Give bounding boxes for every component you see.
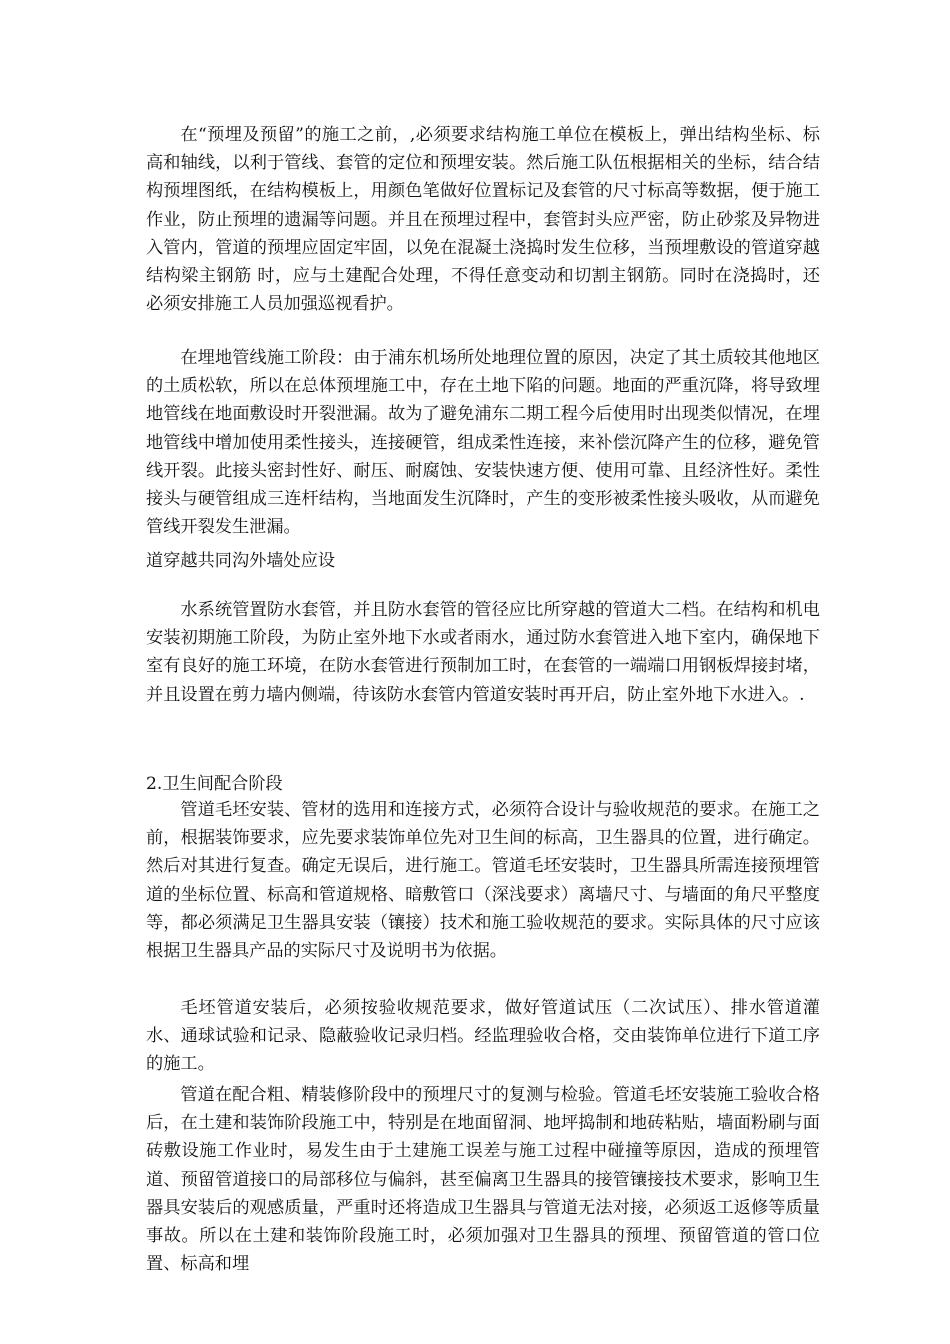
paragraph-remeasurement: 管道在配合粗、精装修阶段中的预埋尺寸的复测与检验。管道毛坯安装施工验收合格后，在土建和装饰阶段施工中，特别是在地面留洞、地坪捣制和地砖粘贴，墙面粉刷与面砖敷设施工作业时，易发生由于土建施工误差与施工过程中碰撞等原因，造成的预埋管道、预留管道接口的局部移位与偏斜，甚至偏离卫生器具的接管镶接技术要求，影响卫生器具安装后的观感质量，严重时还将造成卫生器具与管道无法对接，必须返工返修等质量事故。所以在土建和装饰阶段施工时，必须加强对卫生器具的预埋、预留管道的管口位置、标高和埋 (146, 1085, 820, 1275)
paragraph-rough-installation: 管道毛坯安装、管材的选用和连接方式，必须符合设计与验收规范的要求。在施工之前，根据装饰要求，应先要求装饰单位先对卫生间的标高，卫生器具的位置，进行确定。然后对其进行复查。确定无误后，进行施工。管道毛坯安装时，卫生器具所需连接预埋管道的坐标位置、标高和管道规格、暗敷管口（深浅要求）离墙尺寸、与墙面的角尺平整度等，都必须满足卫生器具安装（镶接）技术和施工验收规范的要求。实际具体的尺寸应该根据卫生器具产品的实际尺寸及说明书为依据。 (146, 800, 820, 962)
paragraph-preembed-preparation: 在“预埋及预留”的施工之前，,必须要求结构施工单位在模板上，弹出结构坐标、标高和轴线，以利于管线、套管的定位和预埋安装。然后施工队伍根据相关的坐标，结合结构预埋图纸，在结构模板上，用颜色笔做好位置标记及套管的尺寸标高等数据，便于施工作业，防止预埋的遗漏等问题。并且在预埋过程中，套管封头应严密，防止砂浆及异物进入管内，管道的预埋应固定牢固，以免在混凝土浇捣时发生位移，当预埋敷设的管道穿越结构梁主钢筋 时，应与土建配合处理，不得任意变动和切割主钢筋。同时在浇捣时，还必须安排施工人员加强巡视看护。 (146, 125, 820, 315)
paragraph-pressure-test: 毛坯管道安装后，必须按验收规范要求，做好管道试压（二次试压）、排水管道灌水、通球试验和记录、隐蔽验收记录归档。经监理验收合格，交由装饰单位进行下道工序的施工。 (146, 998, 820, 1075)
paragraph-buried-pipeline: 在埋地管线施工阶段：由于浦东机场所处地理位置的原因，决定了其土质较其他地区的土质松软，所以在总体预埋施工中，存在土地下陷的问题。地面的严重沉降，将导致埋地管线在地面敷设时开裂泄漏。故为了避免浦东二期工程今后使用时出现类似情况，在埋地管线中增加使用柔性接头，连接硬管，组成柔性连接，来补偿沉降产生的位移，避免管线开裂。此接头密封性好、耐压、耐腐蚀、安装快速方便、使用可靠、且经济性好。柔性接头与硬管组成三连杆结构，当地面发生沉降时，产生的变形被柔性接头吸收，从而避免管线开裂发生泄漏。 (146, 348, 820, 538)
paragraph-fragment-common-trench: 道穿越共同沟外墙处应设 (146, 551, 336, 571)
paragraph-waterproof-casing: 水系统管置防水套管，并且防水套管的管径应比所穿越的管道大二档。在结构和机电安装初期施工阶段，为防止室外地下水或者雨水，通过防水套管进入地下室内，确保地下室有良好的施工环境，在防水套管进行预制加工时，在套管的一端端口用钢板焊接封堵，并且设置在剪力墙内侧端，待该防水套管内管道安装时再开启，防止室外地下水进入。. (146, 600, 820, 705)
section-heading-bathroom: 2.卫生间配合阶段 (146, 774, 283, 794)
